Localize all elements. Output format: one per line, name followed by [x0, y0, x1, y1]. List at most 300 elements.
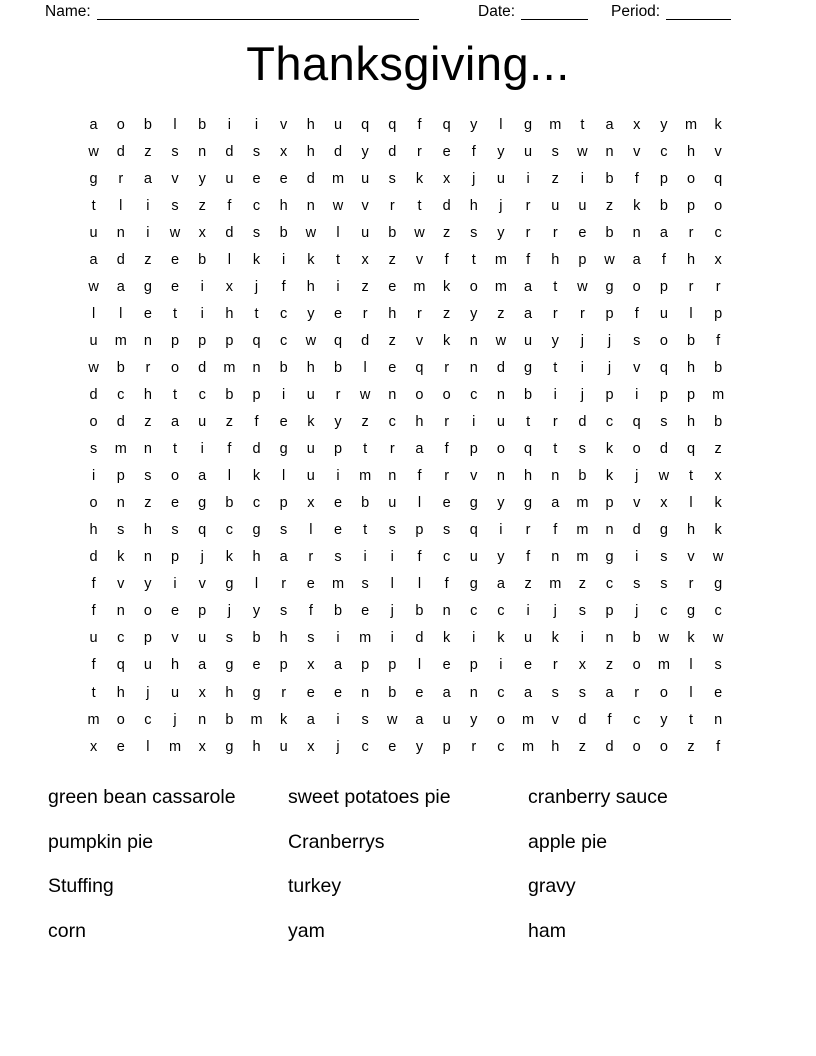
grid-letter: e: [442, 495, 451, 512]
grid-letter: y: [144, 576, 152, 593]
grid-letter: s: [280, 603, 288, 620]
grid-letter: q: [714, 170, 723, 187]
grid-letter: x: [714, 468, 722, 485]
grid-letter: c: [280, 305, 288, 322]
grid-letter: d: [632, 522, 641, 539]
grid-letter: p: [116, 468, 125, 485]
grid-letter: x: [714, 251, 722, 268]
grid-letter: b: [388, 224, 397, 241]
grid-letter: j: [553, 603, 557, 620]
grid-letter: u: [89, 332, 98, 349]
grid-letter: q: [659, 359, 668, 376]
grid-letter: g: [524, 495, 533, 512]
grid-letter: w: [88, 143, 99, 160]
name-field: [45, 3, 419, 21]
grid-letter: f: [91, 603, 96, 620]
grid-letter: b: [415, 603, 424, 620]
grid-letter: t: [91, 684, 96, 701]
grid-letter: r: [715, 278, 721, 295]
grid-letter: u: [524, 143, 533, 160]
grid-letter: y: [415, 738, 424, 755]
grid-letter: b: [361, 495, 370, 512]
grid-letter: i: [526, 603, 530, 620]
grid-letter: k: [714, 495, 722, 512]
grid-letter: d: [89, 386, 98, 403]
grid-letter: k: [442, 278, 451, 295]
grid-letter: f: [634, 170, 639, 187]
grid-letter: k: [307, 251, 315, 268]
grid-letter: m: [522, 738, 535, 755]
grid-letter: m: [549, 576, 562, 593]
grid-letter: h: [252, 549, 261, 566]
grid-letter: k: [280, 711, 288, 728]
grid-letter: f: [607, 711, 612, 728]
grid-letter: b: [714, 414, 723, 431]
grid-letter: p: [659, 386, 668, 403]
grid-letter: y: [470, 305, 478, 322]
grid-letter: s: [117, 522, 125, 539]
grid-letter: p: [279, 495, 288, 512]
grid-letter: e: [714, 684, 723, 701]
grid-letter: e: [252, 657, 261, 674]
grid-letter: c: [280, 332, 288, 349]
grid-letter: w: [658, 468, 670, 485]
grid-letter: b: [578, 468, 587, 485]
grid-letter: w: [604, 251, 615, 268]
grid-letter: x: [578, 657, 587, 674]
grid-letter: x: [442, 170, 451, 187]
grid-letter: h: [252, 738, 261, 755]
grid-letter: s: [633, 332, 641, 349]
grid-letter: g: [659, 522, 668, 539]
grid-letter: h: [171, 657, 180, 674]
grid-letter: h: [143, 386, 152, 403]
grid-letter: a: [605, 684, 614, 701]
grid-letter: m: [331, 170, 345, 187]
grid-letter: l: [417, 495, 422, 512]
grid-letter: p: [686, 197, 696, 214]
grid-letter: v: [171, 630, 179, 647]
grid-letter: k: [605, 441, 614, 458]
grid-letter: q: [116, 657, 125, 674]
grid-letter: f: [281, 278, 286, 295]
grid-letter: e: [333, 305, 343, 322]
grid-letter: s: [361, 711, 369, 728]
grid-letter: t: [335, 251, 340, 268]
grid-letter: a: [89, 251, 98, 268]
grid-letter: p: [469, 657, 478, 674]
grid-letter: m: [494, 278, 507, 295]
grid-letter: a: [605, 116, 614, 133]
grid-letter: t: [689, 468, 694, 485]
grid-letter: x: [307, 495, 315, 512]
grid-letter: z: [198, 197, 206, 214]
grid-letter: r: [471, 738, 477, 755]
grid-letter: o: [415, 386, 424, 403]
grid-letter: o: [496, 441, 505, 458]
grid-letter: d: [116, 251, 125, 268]
grid-letter: i: [499, 657, 503, 674]
grid-letter: b: [605, 170, 614, 187]
grid-letter: o: [442, 386, 451, 403]
grid-letter: g: [524, 359, 533, 376]
grid-letter: i: [526, 170, 530, 187]
grid-letter: r: [552, 657, 558, 674]
grid-letter: k: [687, 630, 695, 647]
grid-letter: s: [578, 684, 587, 701]
grid-letter: g: [143, 278, 152, 295]
grid-letter: h: [306, 143, 315, 160]
grid-letter: w: [387, 711, 398, 728]
grid-letter: m: [494, 251, 507, 268]
grid-letter: z: [361, 414, 369, 431]
grid-letter: t: [254, 305, 259, 322]
grid-letter: l: [689, 305, 693, 322]
grid-letter: z: [605, 197, 614, 214]
grid-letter: e: [279, 414, 288, 431]
grid-letter: r: [552, 224, 558, 241]
grid-letter: r: [688, 224, 694, 241]
grid-letter: c: [497, 738, 505, 755]
grid-letter: z: [714, 441, 722, 458]
date-blank-line: [521, 4, 588, 20]
grid-letter: d: [415, 630, 424, 647]
grid-letter: c: [388, 414, 396, 431]
grid-letter: z: [388, 332, 396, 349]
grid-letter: y: [334, 414, 342, 431]
grid-letter: x: [89, 738, 98, 755]
grid-letter: n: [116, 224, 125, 241]
grid-letter: c: [252, 197, 261, 214]
grid-letter: o: [686, 170, 696, 187]
grid-letter: n: [632, 224, 641, 241]
word-list-item: ham: [528, 919, 566, 942]
grid-letter: u: [469, 549, 478, 566]
grid-letter: a: [524, 684, 533, 701]
grid-letter: i: [282, 386, 286, 403]
grid-letter: b: [632, 630, 641, 647]
grid-letter: k: [225, 549, 233, 566]
grid-letter: s: [334, 549, 342, 566]
grid-letter: o: [469, 278, 478, 295]
grid-letter: i: [336, 630, 340, 647]
grid-letter: b: [116, 359, 125, 376]
grid-letter: c: [198, 386, 206, 403]
grid-letter: p: [361, 657, 370, 674]
grid-letter: j: [227, 603, 231, 620]
grid-letter: d: [659, 441, 668, 458]
grid-letter: i: [200, 278, 204, 295]
grid-letter: j: [607, 359, 612, 376]
grid-letter: t: [471, 251, 476, 268]
grid-letter: s: [89, 441, 98, 458]
grid-letter: l: [363, 359, 367, 376]
grid-letter: m: [87, 711, 100, 728]
grid-letter: j: [607, 332, 612, 349]
grid-letter: d: [388, 143, 397, 160]
grid-letter: i: [91, 468, 96, 485]
grid-letter: b: [279, 359, 288, 376]
grid-letter: k: [307, 414, 315, 431]
grid-letter: i: [472, 414, 476, 431]
grid-letter: s: [660, 549, 668, 566]
grid-letter: n: [469, 684, 478, 701]
grid-letter: e: [252, 170, 261, 187]
grid-letter: d: [578, 414, 587, 431]
grid-letter: u: [89, 630, 98, 647]
date-label: Date:: [478, 3, 516, 20]
grid-letter: d: [306, 170, 315, 187]
grid-letter: q: [361, 116, 370, 133]
grid-letter: m: [359, 630, 372, 647]
grid-letter: v: [415, 332, 424, 349]
word-list-item: turkey: [288, 875, 342, 897]
grid-letter: p: [605, 603, 614, 620]
grid-letter: k: [415, 170, 424, 187]
grid-letter: p: [605, 305, 614, 322]
grid-letter: e: [442, 657, 451, 674]
grid-letter: u: [89, 224, 98, 241]
grid-letter: o: [659, 738, 668, 755]
grid-letter: f: [254, 414, 259, 431]
grid-letter: c: [497, 684, 505, 701]
grid-letter: y: [307, 305, 315, 322]
grid-letter: f: [553, 522, 558, 539]
grid-letter: a: [442, 684, 451, 701]
grid-letter: l: [689, 495, 693, 512]
grid-letter: n: [551, 549, 560, 566]
grid-letter: y: [252, 603, 261, 620]
grid-letter: k: [714, 522, 722, 539]
grid-letter: w: [88, 359, 99, 376]
grid-letter: d: [198, 359, 207, 376]
grid-letter: y: [551, 332, 559, 349]
grid-letter: n: [469, 359, 478, 376]
grid-letter: v: [633, 495, 641, 512]
grid-letter: x: [198, 684, 206, 701]
grid-letter: m: [684, 116, 698, 133]
grid-letter: b: [252, 630, 261, 647]
grid-letter: f: [444, 576, 449, 593]
grid-letter: r: [389, 441, 395, 458]
grid-letter: x: [198, 224, 206, 241]
grid-letter: r: [444, 468, 450, 485]
grid-letter: w: [414, 224, 425, 241]
grid-letter: n: [388, 386, 397, 403]
grid-letter: z: [497, 305, 505, 322]
grid-letter: p: [469, 441, 478, 458]
grid-letter: v: [280, 116, 288, 133]
grid-letter: n: [388, 468, 397, 485]
grid-letter: g: [252, 522, 261, 539]
grid-letter: m: [576, 495, 589, 512]
grid-letter: g: [198, 495, 207, 512]
grid-letter: y: [470, 116, 478, 133]
grid-letter: r: [281, 684, 287, 701]
grid-letter: j: [200, 549, 204, 566]
grid-letter: l: [390, 576, 394, 593]
grid-letter: n: [198, 711, 207, 728]
grid-letter: k: [551, 630, 559, 647]
grid-letter: r: [688, 278, 694, 295]
grid-letter: a: [306, 711, 315, 728]
grid-letter: k: [252, 251, 261, 268]
grid-letter: z: [144, 414, 152, 431]
grid-letter: n: [116, 603, 125, 620]
grid-letter: i: [200, 441, 204, 458]
grid-letter: h: [306, 278, 315, 295]
grid-letter: b: [225, 711, 234, 728]
grid-letter: f: [526, 251, 531, 268]
grid-letter: h: [551, 251, 560, 268]
grid-letter: o: [496, 711, 505, 728]
grid-letter: r: [417, 305, 422, 322]
grid-letter: l: [146, 738, 150, 755]
grid-letter: n: [361, 684, 370, 701]
grid-letter: q: [252, 332, 261, 349]
grid-letter: i: [146, 224, 150, 241]
grid-letter: r: [634, 684, 640, 701]
grid-letter: b: [686, 332, 696, 349]
grid-letter: i: [227, 116, 231, 133]
grid-letter: d: [578, 711, 587, 728]
grid-letter: j: [580, 332, 584, 349]
grid-letter: b: [225, 495, 234, 512]
grid-letter: w: [88, 278, 99, 295]
grid-letter: u: [198, 630, 207, 647]
grid-letter: s: [225, 630, 233, 647]
grid-letter: w: [305, 224, 317, 241]
grid-letter: s: [660, 576, 668, 593]
grid-letter: y: [497, 495, 505, 512]
grid-letter: c: [117, 386, 125, 403]
grid-letter: l: [689, 657, 693, 674]
grid-letter: l: [254, 576, 259, 593]
grid-letter: g: [605, 278, 614, 295]
grid-letter: d: [89, 549, 98, 566]
grid-letter: v: [633, 359, 641, 376]
grid-letter: m: [114, 332, 127, 349]
grid-letter: f: [444, 441, 449, 458]
grid-letter: e: [388, 738, 397, 755]
grid-letter: i: [336, 468, 340, 485]
grid-letter: a: [198, 468, 207, 485]
grid-letter: q: [442, 116, 451, 133]
name-blank-line: [97, 4, 419, 20]
grid-letter: o: [714, 197, 723, 214]
grid-letter: z: [144, 143, 152, 160]
grid-letter: n: [714, 711, 723, 728]
word-list-item: apple pie: [528, 830, 608, 853]
grid-letter: h: [388, 305, 397, 322]
grid-letter: x: [307, 738, 315, 755]
grid-letter: i: [254, 116, 259, 133]
grid-letter: s: [660, 414, 668, 431]
grid-letter: p: [252, 386, 261, 403]
grid-letter: q: [198, 522, 207, 539]
grid-letter: u: [361, 224, 370, 241]
grid-letter: x: [198, 738, 206, 755]
grid-letter: b: [333, 359, 343, 376]
grid-letter: t: [363, 441, 368, 458]
grid-letter: x: [280, 143, 288, 160]
grid-letter: n: [306, 197, 315, 214]
grid-letter: v: [633, 143, 641, 160]
grid-letter: g: [524, 116, 533, 133]
grid-letter: h: [686, 359, 696, 376]
grid-letter: b: [714, 359, 723, 376]
grid-letter: s: [280, 522, 288, 539]
grid-letter: z: [578, 576, 587, 593]
grid-letter: q: [388, 116, 397, 133]
grid-letter: a: [171, 414, 180, 431]
word-search-grid: [80, 111, 732, 760]
grid-letter: u: [306, 386, 315, 403]
grid-letter: i: [173, 576, 177, 593]
grid-letter: f: [417, 549, 422, 566]
grid-letter: s: [388, 522, 396, 539]
grid-letter: j: [254, 278, 259, 295]
grid-letter: c: [605, 576, 614, 593]
grid-letter: a: [198, 657, 207, 674]
grid-letter: z: [605, 657, 614, 674]
grid-letter: v: [198, 576, 206, 593]
grid-letter: s: [633, 576, 641, 593]
grid-letter: w: [577, 278, 588, 295]
grid-letter: t: [173, 305, 178, 322]
grid-letter: r: [444, 359, 450, 376]
grid-letter: r: [389, 197, 395, 214]
grid-letter: k: [497, 630, 505, 647]
grid-letter: f: [634, 305, 639, 322]
grid-letter: t: [417, 197, 422, 214]
grid-letter: e: [306, 684, 315, 701]
grid-letter: m: [359, 468, 372, 485]
grid-letter: i: [390, 549, 394, 566]
grid-letter: n: [252, 359, 261, 376]
grid-letter: n: [551, 468, 560, 485]
grid-letter: r: [525, 522, 531, 539]
grid-letter: a: [632, 251, 641, 268]
grid-letter: r: [417, 143, 422, 160]
grid-letter: i: [363, 549, 367, 566]
grid-letter: n: [496, 386, 505, 403]
grid-letter: i: [200, 305, 204, 322]
grid-letter: f: [91, 657, 96, 674]
grid-letter: b: [388, 684, 397, 701]
grid-letter: d: [361, 332, 370, 349]
date-field: [478, 3, 588, 21]
grid-letter: d: [605, 738, 614, 755]
grid-letter: w: [495, 332, 507, 349]
grid-letter: g: [714, 576, 723, 593]
grid-letter: o: [632, 657, 641, 674]
grid-letter: h: [306, 359, 315, 376]
grid-letter: y: [361, 143, 369, 160]
grid-letter: e: [388, 359, 397, 376]
grid-letter: h: [686, 522, 696, 539]
grid-letter: h: [225, 305, 234, 322]
grid-letter: e: [442, 143, 451, 160]
grid-letter: j: [635, 603, 639, 620]
grid-letter: u: [388, 495, 397, 512]
grid-letter: f: [417, 468, 422, 485]
grid-letter: n: [116, 495, 125, 512]
grid-letter: s: [171, 143, 179, 160]
grid-letter: z: [578, 738, 587, 755]
grid-letter: q: [469, 522, 478, 539]
grid-letter: f: [227, 197, 232, 214]
